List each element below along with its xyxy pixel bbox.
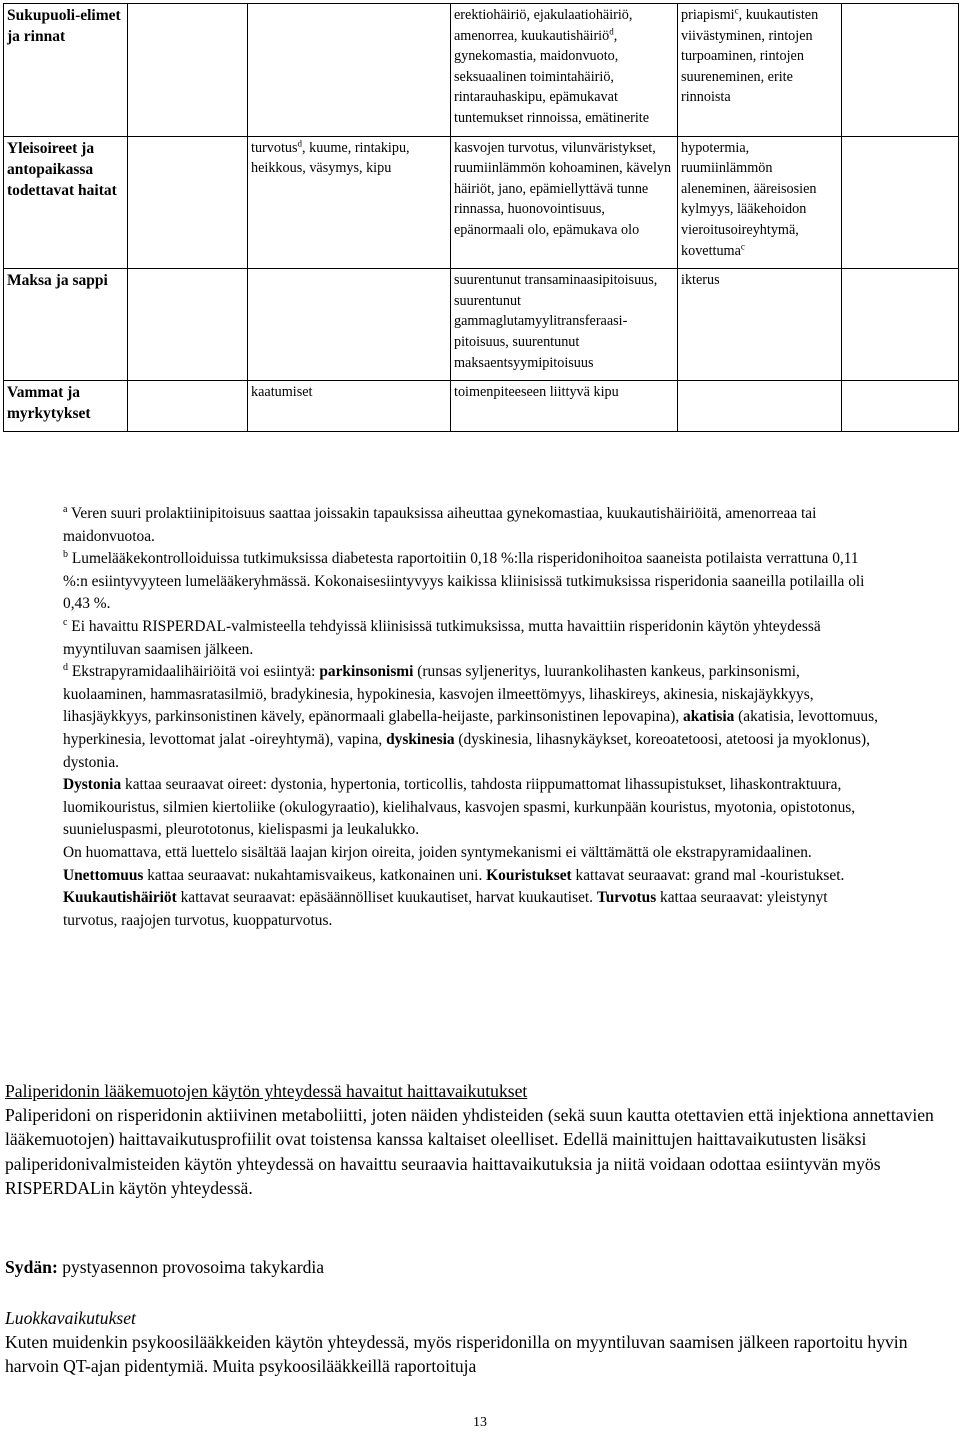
page-number: 13	[473, 1415, 487, 1430]
uncommon-cell: suurentunut transaminaasipitoisuus, suurentunut gammaglutamyylitransferaasi-pitoisuus, suurentunut maksaentsyymipitoisuus	[451, 269, 678, 381]
term-definitions: Unettomuus kattaa seuraavat: nukahtamisvaikeus, katkonainen uni. Kouristukset kattavat seuraavat: grand mal -kouristukset. Kuukautishäiriöt kattavat seuraavat: epäsäännölliset kuukautiset, harvat kuukautiset. Turvotus kattaa seuraavat: yleistynyt turvotus, raajojen turvotus, kuoppaturvotus.	[63, 866, 845, 929]
uncommon-cell: erektiohäiriö, ejakulaatiohäiriö, amenorrea, kuukautishäiriö$^d$, gynekomastia, maidonvuoto, seksuaalinen toimintahäiriö, rintarauhaskipu, epämukavat tuntemukset rinnoissa, emätinerite	[451, 4, 678, 137]
common-cell	[248, 4, 451, 137]
organ-system-cell: Sukupuoli-elimet ja rinnat	[4, 4, 128, 137]
section-paragraph: Paliperidoni on risperidonin aktiivinen metaboliitti, joten näiden yhdisteiden (sekä suun kautta otettavien että injektiona annettavien lääkemuotojen) haittavaikutusprofiilit ovat toistensa kanssa kaltaiset oleelliset. Edellä mainittujen haittavaikutusten lisäksi paliperidonivalmisteiden käytön yhteydessä on havaittu seuraavia haittavaikutuksia ja niitä voidaan odottaa esiintyvän myös RISPERDALin käytön yhteydessä.	[5, 1105, 934, 1198]
paliperidone-section	[5, 1079, 950, 1200]
dystonia-definition: Dystonia kattaa seuraavat oireet: dystonia, hypertonia, torticollis, tahdosta riippumattomat lihassupistukset, lihaskontraktuura, luomikouristus, silmien kiertoliike (okulogyraatio), kielihalvaus, kasvojen spasmi, kurkunpään kouristus, myotonia, opistotonus, suunieluspasmi, pleurototonus, kielispasmi ja leukalukko.	[63, 776, 856, 839]
uncommon-cell: kasvojen turvotus, vilunväristykset, ruumiinlämmön kohoaminen, kävelyn häiriöt, jano, epämiellyttävä tunne rinnassa, huonovointisuus, epänormaali olo, epämukava olo	[451, 136, 678, 269]
table-row	[4, 381, 959, 432]
rare-cell: ikterus	[678, 269, 842, 381]
empty-cell	[842, 4, 959, 137]
heart-line: Sydän: pystyasennon provosoima takykardia	[5, 1257, 325, 1277]
table-row	[4, 136, 959, 269]
uncommon-cell: toimenpiteeseen liittyvä kipu	[451, 381, 678, 432]
organ-system-cell: Yleisoireet ja antopaikassa todettavat haitat	[4, 136, 128, 269]
empty-cell	[842, 269, 959, 381]
empty-cell	[128, 136, 248, 269]
heart-section	[5, 1255, 950, 1279]
table-row	[4, 4, 959, 137]
section-heading: Luokkavaikutukset	[5, 1308, 136, 1328]
footnote-mark: c	[734, 5, 739, 16]
footnote-a: $^a$ Veren suuri prolaktiinipitoisuus saattaa joissakin tapauksissa aiheuttaa gynekomastiaa, kuukautishäiriöitä, amenorreaa tai maidonvuotoa.	[63, 503, 817, 545]
adverse-effects-table	[3, 3, 959, 432]
common-cell: kaatumiset	[248, 381, 451, 432]
section-heading: Paliperidonin lääkemuotojen käytön yhteydessä havaitut haittavaikutukset	[5, 1081, 528, 1101]
organ-system-cell: Vammat ja myrkytykset	[4, 381, 128, 432]
section-paragraph: Kuten muidenkin psykoosilääkkeiden käytön yhteydessä, myös risperidonilla on myyntiluvan saamisen jälkeen raportoitu hyvin harvoin QT-ajan pidentymiä. Muita psykoosilääkkeillä raportoituja	[5, 1332, 908, 1377]
rare-cell: priapismi$^c$, kuukautisten viivästyminen, rintojen turpoaminen, rintojen suureneminen, erite rinnoista	[678, 4, 842, 137]
common-cell	[248, 269, 451, 381]
empty-cell	[842, 381, 959, 432]
class-effects-section	[5, 1306, 950, 1379]
rare-cell: hypotermia, ruumiinlämmön aleneminen, ääreisosien kylmyys, lääkehoidon vieroitusoireyhtymä, kovettuma$^c$	[678, 136, 842, 269]
common-cell: turvotus$^d$, kuume, rintakipu, heikkous, väsymys, kipu	[248, 136, 451, 269]
footnote-b: $^b$ Lumelääkekontrolloiduissa tutkimuksissa diabetesta raportoitiin 0,18 %:lla risperidonihoitoa saaneista potilaista verrattuna 0,11 %:n esiintyvyyteen lumelääkeryhmässä. Kokonaisesiintyvyys kaikissa kliinisissä tutkimuksissa risperidonia saaneilla potilailla oli 0,43 %.	[63, 549, 865, 613]
empty-cell	[128, 269, 248, 381]
footnote-mark: d	[609, 25, 614, 36]
rare-cell	[678, 381, 842, 432]
empty-cell	[128, 4, 248, 137]
footnote-mark: d	[297, 137, 303, 148]
footnote-note: On huomattava, että luettelo sisältää laajan kirjon oireita, joiden syntymekanismi ei välttämättä ole ekstrapyramidaalinen.	[63, 843, 812, 861]
footnote-mark: c	[740, 240, 745, 251]
empty-cell	[128, 381, 248, 432]
table-footnotes	[63, 503, 883, 932]
footnote-c: $^c$ Ei havaittu RISPERDAL-valmisteella tehdyissä kliinisissä tutkimuksissa, mutta havaittiin risperidonin käytön yhteydessä myyntiluvan saamisen jälkeen.	[63, 616, 821, 658]
empty-cell	[842, 136, 959, 269]
table-row	[4, 269, 959, 381]
footnote-d: $^d$ Ekstrapyramidaalihäiriöitä voi esiintyä: parkinsonismi (runsas syljeneritys, luurankolihasten kankeus, parkinsonismi, kuolaaminen, hammasratasilmiö, bradykinesia, hypokinesia, kasvojen ilmeettömyys, lihaskireys, akinesia, niskajäykkyys, lihasjäykkyys, parkinsonistinen kävely, epänormaali glabella-heijaste, parkinsonistinen lepovapina), akatisia (akatisia, levottomuus, hyperkinesia, levottomat jalat -oireyhtymä), vapina, dyskinesia (dyskinesia, lihasnykäykset, koreoatetoosi, atetoosi ja myoklonus), dystonia.	[63, 662, 878, 771]
organ-system-cell: Maksa ja sappi	[4, 269, 128, 381]
